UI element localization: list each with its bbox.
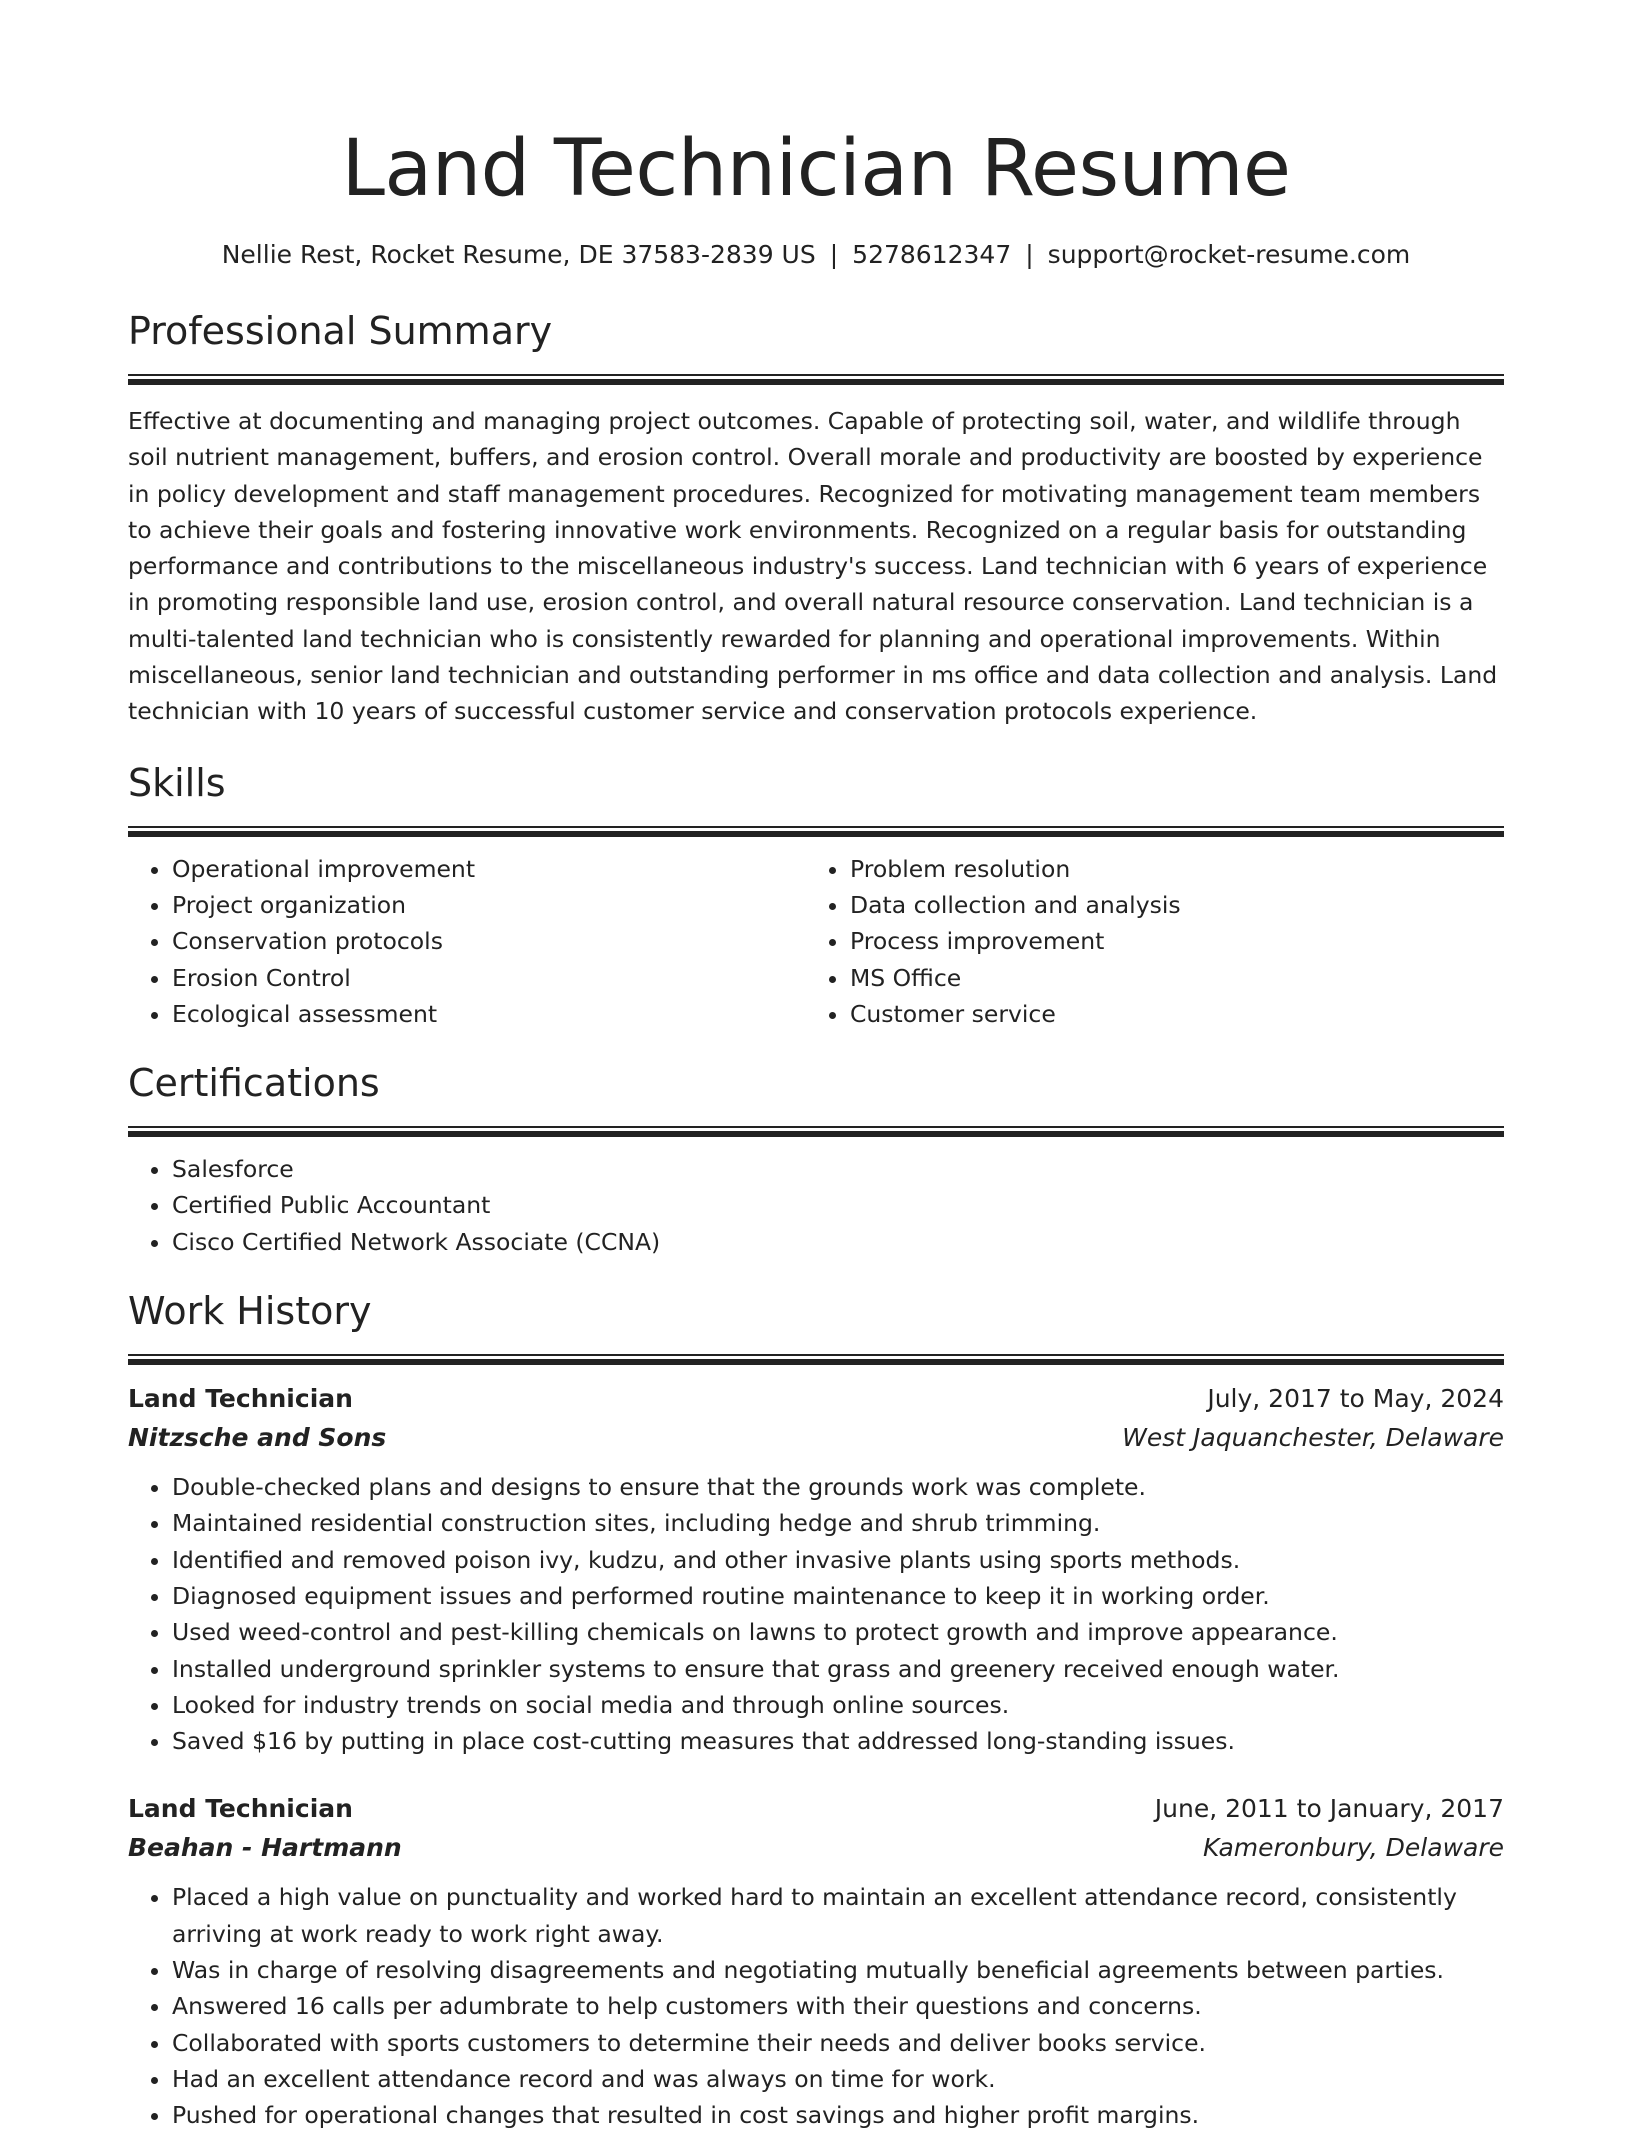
job-bullet: • Used weed-control and pest-killing chemicals on lawns to protect growth and improve appearance. <box>172 1614 1504 1650</box>
job-bullet: • Diagnosed equipment issues and performed routine maintenance to keep it in working order. <box>172 1578 1504 1614</box>
certification-item: • Certified Public Accountant <box>172 1187 1504 1223</box>
job-dates: July, 2017 to May, 2024 <box>1207 1384 1504 1414</box>
job-location: Kameronbury, Delaware <box>1202 1833 1504 1863</box>
section-divider <box>128 826 1504 837</box>
work-history-heading: Work History <box>128 1289 372 1334</box>
skills-section <box>128 758 1504 1032</box>
job-subheader <box>128 1418 1504 1457</box>
job-bullets <box>128 1469 1504 1759</box>
certification-item: • Cisco Certified Network Associate (CCNA) <box>172 1224 1504 1260</box>
resume-page <box>128 0 1504 2134</box>
resume-title: Land Technician Resume <box>341 124 1291 214</box>
job-title: Land Technician <box>128 1384 353 1414</box>
job-bullet: • Had an excellent attendance record and was always on time for work. <box>172 2061 1504 2097</box>
job-bullet: • Saved $16 by putting in place cost-cutting measures that addressed long-standing issues. <box>172 1723 1504 1759</box>
skill-item: • Ecological assessment <box>172 996 806 1032</box>
certifications-list <box>128 1151 1504 1260</box>
contact-address: Nellie Rest, Rocket Resume, DE 37583-2839 US <box>221 240 816 269</box>
job-bullet: • Placed a high value on punctuality and worked hard to maintain an excellent attendance record, consistently arriving at work ready to work right away. <box>172 1879 1504 1952</box>
contact-email: support@rocket-resume.com <box>1047 240 1411 269</box>
job-bullet: • Installed underground sprinkler systems to ensure that grass and greenery received enough water. <box>172 1651 1504 1687</box>
skills-list-right <box>806 851 1484 1032</box>
skill-item: • Process improvement <box>850 923 1484 959</box>
job-company: Nitzsche and Sons <box>128 1423 387 1453</box>
skills-list-left <box>128 851 806 1032</box>
skill-item: • Problem resolution <box>850 851 1484 887</box>
skill-item: • Project organization <box>172 887 806 923</box>
skills-grid <box>128 837 1504 1032</box>
skill-item: • Customer service <box>850 996 1484 1032</box>
work-history-section <box>128 1286 1504 2133</box>
skill-item: • Conservation protocols <box>172 923 806 959</box>
job-subheader <box>128 1828 1504 1867</box>
job-bullet: • Maintained residential construction sites, including hedge and shrub trimming. <box>172 1505 1504 1541</box>
job-bullet: • Answered 16 calls per adumbrate to help customers with their questions and concerns. <box>172 1988 1504 2024</box>
job-bullet: • Pushed for operational changes that resulted in cost savings and higher profit margins. <box>172 2097 1504 2133</box>
certification-item: • Salesforce <box>172 1151 1504 1187</box>
certifications-heading: Certifications <box>128 1061 380 1106</box>
job-location: West Jaquanchester, Delaware <box>1122 1423 1504 1453</box>
job-entry <box>128 1379 1504 1759</box>
summary-section <box>128 306 1504 730</box>
summary-text: Effective at documenting and managing project outcomes. Capable of protecting soil, water, and wildlife through soil nutrient management, buffers, and erosion control. Overall morale and productivity are boosted by experience in policy development and staff management procedures. Recognized for motivating management team members to achieve their goals and fostering innovative work environments. Recognized on a regular basis for outstanding performance and contributions to the miscellaneous industry's success. Land technician with 6 years of experience in promoting responsible land use, erosion control, and overall natural resource conservation. Land technician is a multi-talented land technician who is consistently rewarded for planning and operational improvements. Within miscellaneous, senior land technician and outstanding performer in ms office and data collection and analysis. Land technician with 10 years of successful customer service and conservation protocols experience. <box>128 407 1498 726</box>
job-bullet: • Looked for industry trends on social media and through online sources. <box>172 1687 1504 1723</box>
skills-heading: Skills <box>128 760 226 805</box>
job-bullet: • Collaborated with sports customers to determine their needs and deliver books service. <box>172 2025 1504 2061</box>
contact-separator: | <box>1025 240 1034 269</box>
skill-item: • Erosion Control <box>172 960 806 996</box>
job-dates: June, 2011 to January, 2017 <box>1154 1794 1504 1824</box>
skill-item: • Operational improvement <box>172 851 806 887</box>
job-bullets <box>128 1879 1504 2133</box>
job-company: Beahan - Hartmann <box>128 1833 402 1863</box>
summary-heading: Professional Summary <box>128 309 553 353</box>
contact-phone: 5278612347 <box>852 240 1012 269</box>
skill-item: • MS Office <box>850 960 1484 996</box>
section-divider <box>128 1126 1504 1137</box>
contact-separator: | <box>829 240 839 269</box>
job-bullet: • Double-checked plans and designs to ensure that the grounds work was complete. <box>172 1469 1504 1505</box>
section-divider <box>128 374 1504 385</box>
skill-item: • Data collection and analysis <box>850 887 1484 923</box>
job-entry <box>128 1789 1504 2133</box>
section-divider <box>128 1354 1504 1365</box>
certifications-section <box>128 1058 1504 1260</box>
job-bullet: • Identified and removed poison ivy, kudzu, and other invasive plants using sports methods. <box>172 1542 1504 1578</box>
job-title: Land Technician <box>128 1794 353 1824</box>
job-header <box>128 1789 1504 1828</box>
contact-line <box>128 238 1504 272</box>
job-header <box>128 1379 1504 1418</box>
job-bullet: • Was in charge of resolving disagreements and negotiating mutually beneficial agreements between parties. <box>172 1952 1504 1988</box>
